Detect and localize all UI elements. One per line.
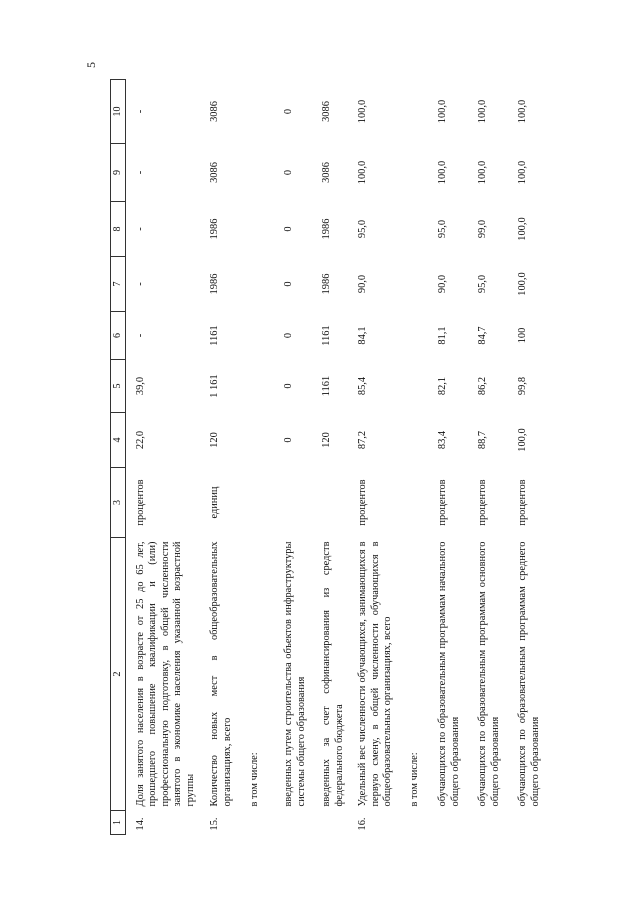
value-cell <box>245 413 273 468</box>
value-cell <box>245 257 273 312</box>
table-row <box>433 80 473 835</box>
unit-cell: процентов <box>135 479 146 526</box>
value-cell: 100,0 <box>357 160 369 185</box>
value-cell <box>245 144 273 202</box>
col-header-4: 4 <box>111 413 126 468</box>
value-cell: 90,0 <box>437 274 449 294</box>
value-cell: 100,0 <box>517 272 529 296</box>
indicator-name: обучающихся по образовательным программам основного общего образования <box>477 541 501 807</box>
table-row <box>311 80 349 835</box>
unit-cell <box>245 468 273 538</box>
value-cell: 99,0 <box>477 219 489 239</box>
value-cell: 1161 <box>209 325 221 346</box>
value-cell <box>403 360 433 413</box>
col-header-1: 1 <box>111 811 126 835</box>
value-cell: 1986 <box>209 273 221 295</box>
value-cell: 100,0 <box>517 428 529 452</box>
value-cell: - <box>135 109 146 114</box>
value-cell: 0 <box>283 332 295 339</box>
indicator-name: обучающихся по образовательным программам среднего общего образования <box>517 541 541 807</box>
header-row <box>111 80 126 835</box>
value-cell: 83,4 <box>437 430 449 450</box>
value-cell: 0 <box>283 281 295 287</box>
table-row <box>403 80 433 835</box>
value-cell: 100,0 <box>477 99 489 124</box>
unit-cell: процентов <box>357 479 369 526</box>
unit-cell: процентов <box>477 479 489 526</box>
value-cell <box>403 312 433 360</box>
value-cell: 0 <box>283 383 295 389</box>
row-number: 14. <box>135 817 146 831</box>
indicators-table <box>110 79 559 835</box>
value-cell: 81,1 <box>437 326 449 345</box>
value-cell: 90,0 <box>357 274 369 294</box>
value-cell: 22,0 <box>135 430 146 450</box>
row-number <box>433 811 473 835</box>
row-number <box>273 811 311 835</box>
value-cell <box>403 257 433 312</box>
value-cell: 100,0 <box>437 160 449 185</box>
value-cell: 86,2 <box>477 376 489 396</box>
value-cell: 1986 <box>209 218 221 240</box>
value-cell: 1 161 <box>209 374 221 398</box>
table-row <box>473 80 513 835</box>
value-cell: 87,2 <box>357 430 369 450</box>
page-number: 5 <box>84 62 98 68</box>
unit-cell: единиц <box>209 486 221 519</box>
value-cell <box>403 144 433 202</box>
value-cell <box>245 80 273 144</box>
value-cell: 95,0 <box>437 219 449 239</box>
table-row <box>273 80 311 835</box>
value-cell <box>403 202 433 257</box>
col-header-6: 6 <box>111 312 126 360</box>
value-cell: 100,0 <box>517 160 529 185</box>
value-cell: 1986 <box>321 218 333 240</box>
value-cell: 100 <box>517 327 529 344</box>
value-cell: 3086 <box>209 162 221 183</box>
value-cell: 100,0 <box>477 160 489 185</box>
value-cell: 100,0 <box>517 99 529 124</box>
col-header-10: 10 <box>111 80 126 144</box>
unit-cell: процентов <box>437 479 449 526</box>
indicator-name: введенных путем строительства объектов инфраструктуры системы общего образования <box>283 541 307 807</box>
value-cell: 100,0 <box>437 99 449 124</box>
value-cell: 0 <box>283 108 295 115</box>
indicator-name: Количество новых мест в общеобразовательных организациях, всего <box>209 541 233 807</box>
value-cell: 0 <box>283 437 295 443</box>
unit-cell <box>273 468 311 538</box>
value-cell: - <box>135 333 146 338</box>
value-cell: 84,7 <box>477 326 489 345</box>
unit-cell <box>403 468 433 538</box>
value-cell: 0 <box>283 226 295 232</box>
indicator-name: введенных за счет софинансирования из средств федерального бюджета <box>321 541 345 807</box>
value-cell: 95,0 <box>357 219 369 239</box>
indicator-name: Удельный вес численности обучающихся, занимающихся в первую смену, в общей численности обучающихся в общеобразовательных организациях, всего <box>357 541 394 807</box>
row-number <box>513 811 559 835</box>
unit-cell: процентов <box>517 479 529 526</box>
value-cell <box>245 312 273 360</box>
value-cell: 3086 <box>209 101 221 122</box>
value-cell: 3086 <box>321 101 333 122</box>
value-cell <box>245 202 273 257</box>
value-cell: 100,0 <box>517 217 529 241</box>
value-cell: - <box>135 170 146 175</box>
indicator-name: Доля занятого населения в возрасте от 25 до 65 лет, прошедшего повышение квалификации и (или) профессиональную подготовку, в общей численности занятого в экономике населения указанной возрастной группы <box>135 541 196 807</box>
table-row <box>197 80 245 835</box>
indicator-name: в том числе: <box>409 752 421 807</box>
value-cell: 99,8 <box>517 376 529 396</box>
row-number: 15. <box>209 817 221 831</box>
col-header-2: 2 <box>111 538 126 811</box>
value-cell <box>245 360 273 413</box>
value-cell <box>403 80 433 144</box>
rotated-table-container <box>110 80 639 835</box>
col-header-5: 5 <box>111 360 126 413</box>
col-header-7: 7 <box>111 257 126 312</box>
value-cell: 85,4 <box>357 376 369 396</box>
row-number <box>473 811 513 835</box>
value-cell: 84,1 <box>357 326 369 345</box>
value-cell: 88,7 <box>477 430 489 450</box>
value-cell: 0 <box>283 169 295 176</box>
row-number <box>311 811 349 835</box>
row-number <box>245 811 273 835</box>
value-cell <box>403 413 433 468</box>
value-cell: 39,0 <box>135 376 146 396</box>
col-header-9: 9 <box>111 144 126 202</box>
table-row <box>349 80 403 835</box>
unit-cell <box>311 468 349 538</box>
value-cell: 1161 <box>321 325 333 346</box>
col-header-8: 8 <box>111 202 126 257</box>
value-cell: 1161 <box>321 375 333 397</box>
value-cell: 100,0 <box>357 99 369 124</box>
value-cell: 3086 <box>321 162 333 183</box>
table-row <box>245 80 273 835</box>
value-cell: 120 <box>321 432 333 448</box>
row-number <box>403 811 433 835</box>
value-cell: 82,1 <box>437 376 449 396</box>
value-cell: 120 <box>209 432 221 448</box>
table-row <box>513 80 559 835</box>
table-row <box>126 80 198 835</box>
indicator-name: обучающихся по образовательным программам начального общего образования <box>437 541 461 807</box>
indicator-name: в том числе: <box>249 752 261 807</box>
row-number: 16. <box>357 817 369 831</box>
value-cell: 95,0 <box>477 274 489 294</box>
value-cell: - <box>135 227 146 231</box>
value-cell: 1986 <box>321 273 333 295</box>
col-header-3: 3 <box>111 468 126 538</box>
value-cell: - <box>135 282 146 286</box>
